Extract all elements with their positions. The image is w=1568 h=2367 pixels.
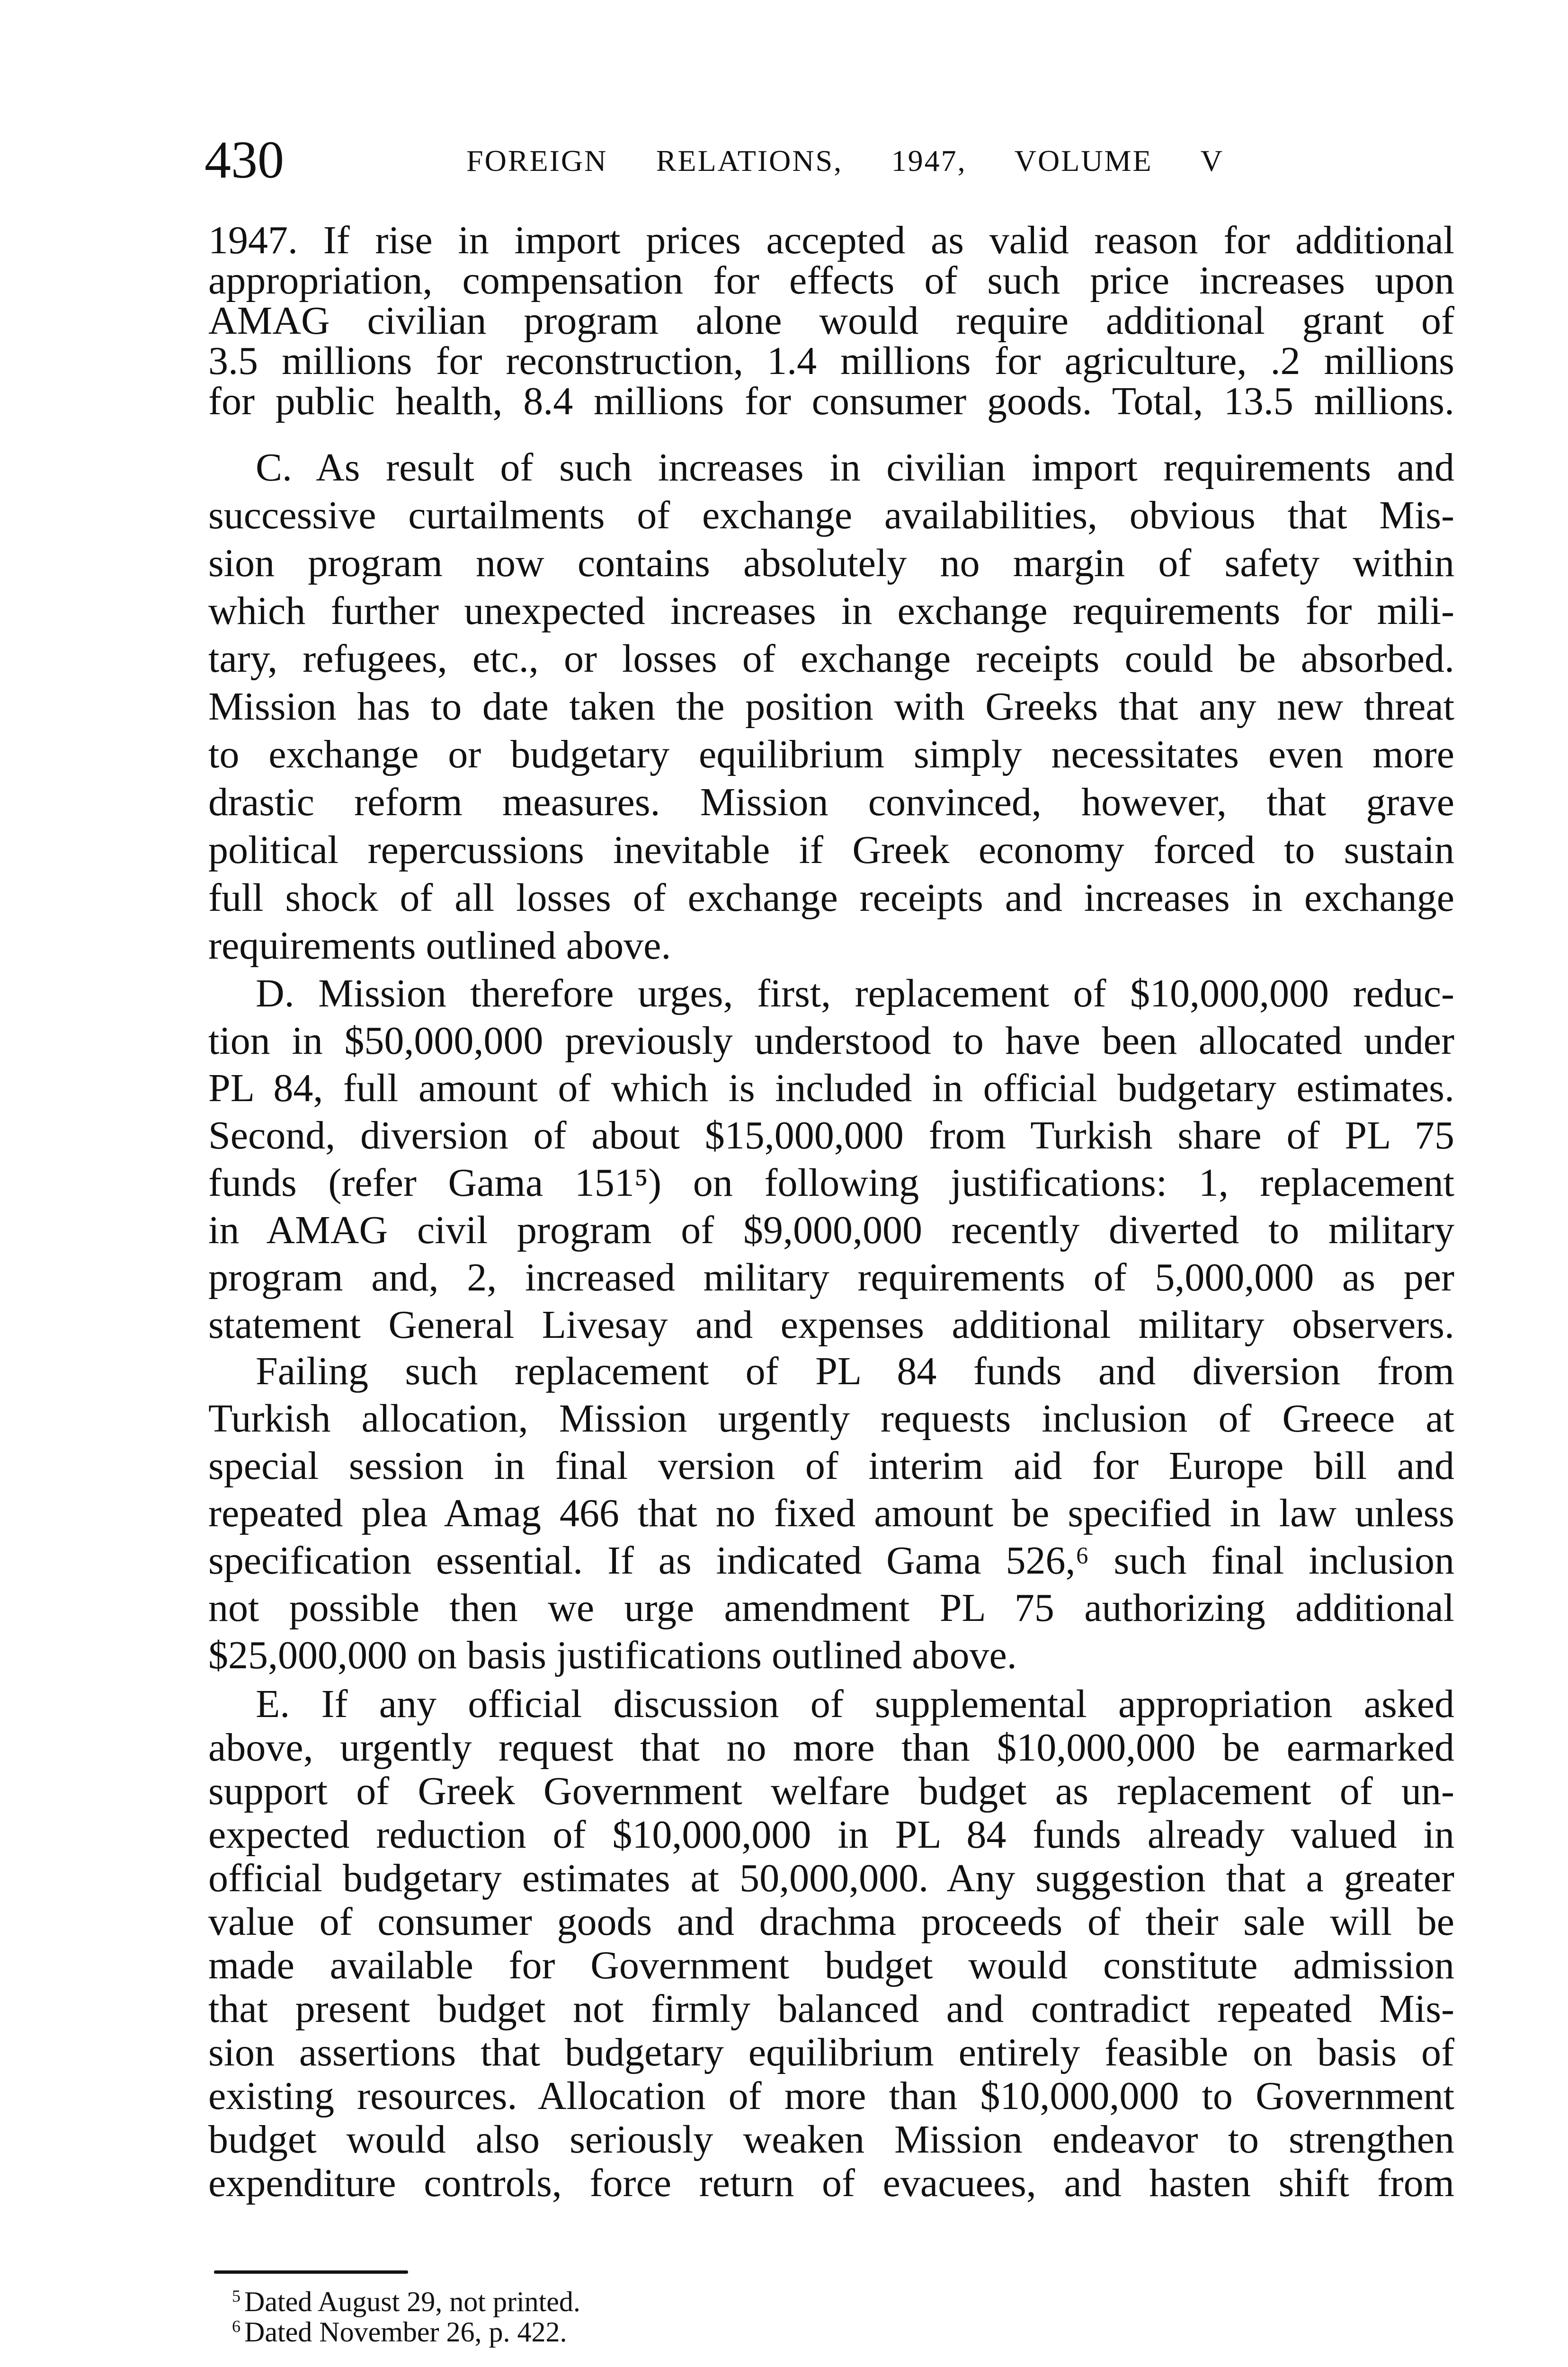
text-line: to exchange or budgetary equilibrium simply necessitates even more: [208, 732, 1454, 776]
footnote-divider: [214, 2270, 408, 2274]
footnote-text: Dated August 29, not printed.: [244, 2286, 580, 2317]
text-line: expenditure controls, force return of evacuees, and hasten shift from: [208, 2161, 1454, 2205]
text-line: D. Mission therefore urges, first, replacement of $10,000,000 reduc-: [256, 971, 1454, 1015]
text-line: statement General Livesay and expenses additional military observers.: [208, 1303, 1454, 1347]
text-line: expected reduction of $10,000,000 in PL 84 funds already valued in: [208, 1813, 1454, 1857]
footnote-text: Dated November 26, p. 422.: [244, 2316, 567, 2348]
text-line: Failing such replacement of PL 84 funds and diversion from: [256, 1349, 1454, 1393]
text-line: successive curtailments of exchange availabilities, obvious that Mis-: [208, 493, 1454, 537]
paragraph-d: [208, 970, 1454, 1349]
text-line: in AMAG civil program of $9,000,000 recently diverted to military: [208, 1208, 1454, 1252]
footnotes: [232, 2287, 580, 2347]
text-line: program and, 2, increased military requirements of 5,000,000 as per: [208, 1255, 1454, 1299]
text-line: tary, refugees, etc., or losses of exchange receipts could be absorbed.: [208, 637, 1454, 681]
text-line: existing resources. Allocation of more than $10,000,000 to Government: [208, 2074, 1454, 2118]
text-line: support of Greek Government welfare budget as replacement of un-: [208, 1769, 1454, 1813]
footnote-6: [232, 2317, 580, 2347]
text-line: Turkish allocation, Mission urgently requests inclusion of Greece at: [208, 1397, 1454, 1441]
text-line: not possible then we urge amendment PL 75 authorizing additional: [208, 1586, 1454, 1630]
text-line: $25,000,000 on basis justifications outlined above.: [208, 1633, 1017, 1677]
text-line: political repercussions inevitable if Greek economy forced to sustain: [208, 828, 1454, 872]
text-line: for public health, 8.4 millions for consumer goods. Total, 13.5 millions.: [208, 379, 1454, 423]
text-line: full shock of all losses of exchange receipts and increases in exchange: [208, 876, 1454, 920]
text-line: appropriation, compensation for effects of such price increases upon: [208, 258, 1454, 303]
text-line: tion in $50,000,000 previously understood to have been allocated under: [208, 1019, 1454, 1063]
text-line: above, urgently request that no more than $10,000,000 be earmarked: [208, 1726, 1454, 1770]
text-line: sion assertions that budgetary equilibrium entirely feasible on basis of: [208, 2030, 1454, 2074]
text-line: 1947. If rise in import prices accepted as valid reason for additional: [208, 218, 1454, 262]
text-line: that present budget not firmly balanced and contradict repeated Mis-: [208, 1987, 1454, 2031]
paragraph-failing: [208, 1348, 1454, 1679]
text-line: drastic reform measures. Mission convinced, however, that grave: [208, 780, 1454, 824]
text-line: official budgetary estimates at 50,000,000. Any suggestion that a greater: [208, 1856, 1454, 1900]
footnote-mark: 5: [232, 2287, 241, 2305]
text-line: specification essential. If as indicated Gama 526,⁶ such final inclusion: [208, 1539, 1454, 1583]
text-line: E. If any official discussion of supplemental appropriation asked: [256, 1682, 1454, 1726]
footnote-5: [232, 2287, 580, 2317]
text-line: Second, diversion of about $15,000,000 from Turkish share of PL 75: [208, 1113, 1454, 1157]
paragraph-continuation: [208, 220, 1454, 421]
text-line: budget would also seriously weaken Mission endeavor to strengthen: [208, 2118, 1454, 2162]
text-line: Mission has to date taken the position with Greeks that any new threat: [208, 685, 1454, 729]
text-line: 3.5 millions for reconstruction, 1.4 millions for agriculture, .2 millions: [208, 339, 1454, 383]
text-line: PL 84, full amount of which is included in official budgetary estimates.: [208, 1066, 1454, 1110]
paragraph-e: [208, 1682, 1454, 2205]
text-line: value of consumer goods and drachma proceeds of their sale will be: [208, 1900, 1454, 1944]
text-line: special session in final version of interim aid for Europe bill and: [208, 1444, 1454, 1488]
running-title: FOREIGN RELATIONS, 1947, VOLUME V: [466, 144, 1224, 178]
text-line: sion program now contains absolutely no margin of safety within: [208, 541, 1454, 585]
text-line: requirements outlined above.: [208, 924, 671, 968]
text-line: funds (refer Gama 151⁵) on following justifications: 1, replacement: [208, 1161, 1454, 1205]
footnote-mark: 6: [232, 2317, 241, 2336]
page-number: 430: [205, 131, 284, 189]
text-line: repeated plea Amag 466 that no fixed amount be specified in law unless: [208, 1491, 1454, 1535]
text-line: which further unexpected increases in exchange requirements for mili-: [208, 589, 1454, 633]
text-line: made available for Government budget would constitute admission: [208, 1943, 1454, 1987]
paragraph-c: [208, 444, 1454, 970]
text-line: C. As result of such increases in civilian import requirements and: [256, 445, 1454, 489]
text-line: AMAG civilian program alone would require additional grant of: [208, 299, 1454, 343]
